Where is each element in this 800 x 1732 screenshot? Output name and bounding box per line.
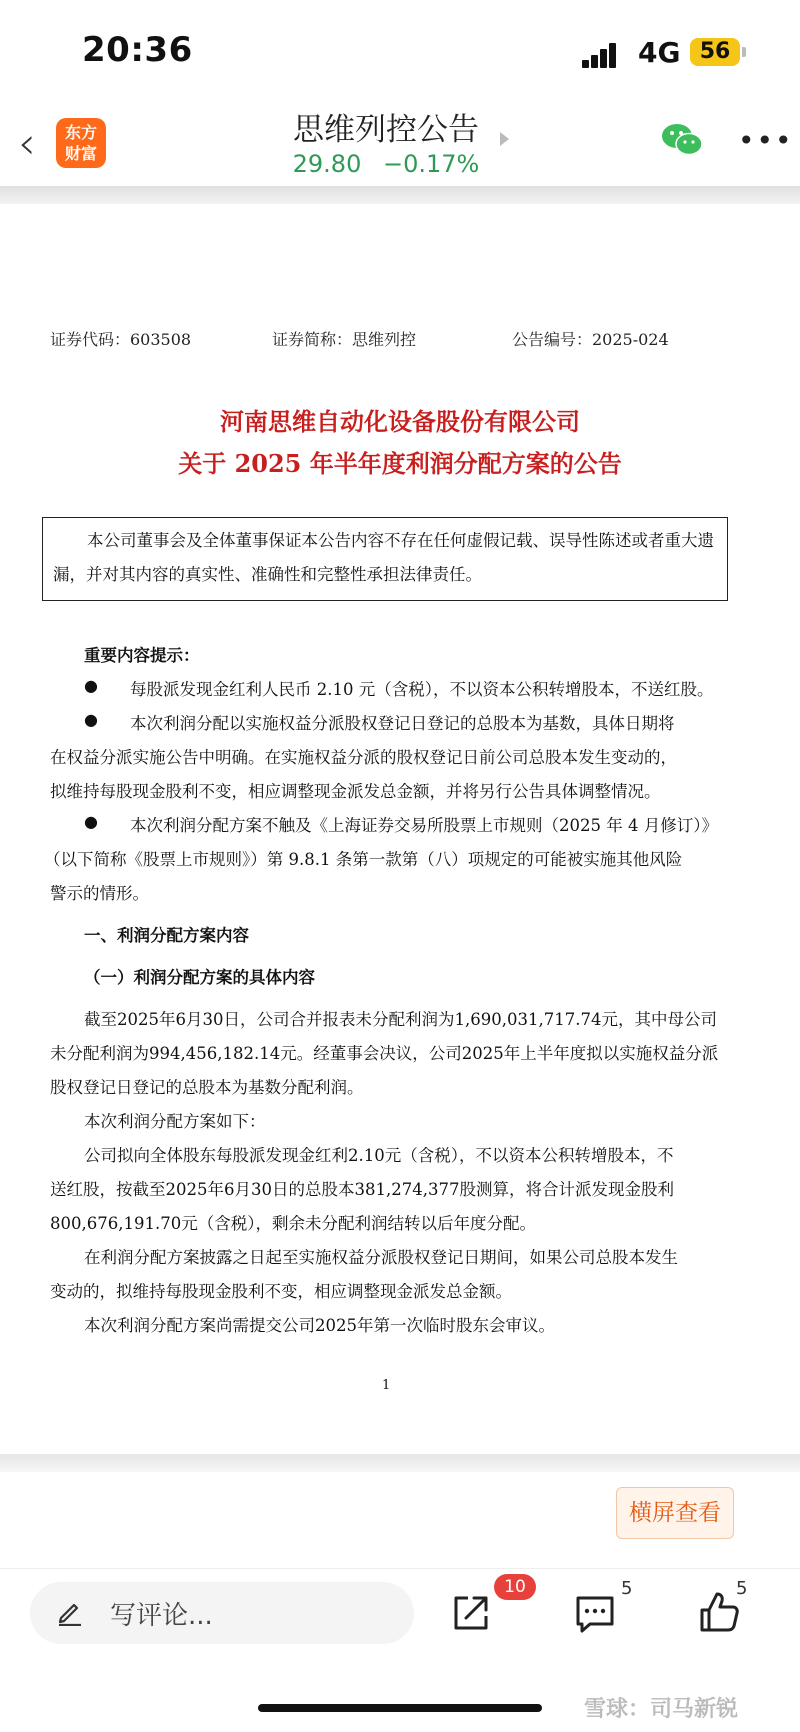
stock-change: −0.17% (383, 150, 480, 178)
status-time: 20:36 (82, 30, 193, 70)
para4-line2: 变动的，拟维持每股现金股利不变，相应调整现金派发总金额。 (50, 1282, 512, 1301)
pen-icon (56, 1598, 84, 1626)
battery-icon: 56 (690, 38, 740, 66)
network-type: 4G (638, 36, 681, 69)
app-logo[interactable] (56, 118, 106, 168)
wechat-icon[interactable] (660, 122, 704, 158)
comment-count: 5 (621, 1578, 633, 1599)
bullet1-text: 每股派发现金红利人民币 2.10 元（含税），不以资本公积转增股本，不送红股。 (130, 680, 714, 699)
bullet-dot: ● (84, 676, 98, 695)
signal-icon (582, 40, 626, 68)
like-count: 5 (736, 1578, 748, 1599)
para4-line1: 在利润分配方案披露之日起至实施权益分派股权登记日期间，如果公司总股本发生 (84, 1248, 678, 1267)
bullet2-line2: 在权益分派实施公告中明确。在实施权益分派的股权登记日前公司总股本发生变动的， (50, 748, 677, 767)
para3-line3: 800,676,191.70元（含税），剩余未分配利润结转以后年度分配。 (50, 1214, 536, 1233)
heading-company: 河南思维自动化设备股份有限公司 (220, 407, 580, 436)
page-title[interactable]: 思维列控公告 (293, 112, 479, 148)
expand-arrow-icon[interactable] (500, 132, 509, 146)
bullet-dot: ● (84, 710, 98, 729)
bullet3-line1: 本次利润分配方案不触及《上海证券交易所股票上市规则（2025 年 4 月修订）》 (130, 816, 718, 835)
share-icon[interactable] (450, 1592, 492, 1634)
heading-title: 关于 2025 年半年度利润分配方案的公告 (178, 449, 622, 478)
content-divider (0, 1454, 800, 1472)
para3-line2: 送红股，按截至2025年6月30日的总股本381,274,377股测算，将合计派发现金股利 (50, 1180, 674, 1199)
home-indicator[interactable] (258, 1704, 542, 1712)
landscape-view-button[interactable]: 横屏查看 (616, 1487, 734, 1539)
logo-line1: 东方 (64, 123, 97, 142)
meta-number: 公告编号：2025-024 (512, 330, 669, 349)
para1-line1: 截至2025年6月30日，公司合并报表未分配利润为1,690,031,717.74元，其中母公司 (84, 1010, 717, 1029)
meta-code: 证券代码：603508 (50, 330, 192, 349)
para1-line2: 未分配利润为994,456,182.14元。经董事会决议，公司2025年上半年度拟以实施权益分派 (50, 1044, 719, 1063)
share-count-badge: 10 (494, 1574, 536, 1600)
section1-heading: 一、利润分配方案内容 (84, 926, 249, 945)
bullet-dot: ● (84, 812, 98, 831)
para2: 本次利润分配方案如下： (84, 1112, 266, 1131)
comment-input[interactable] (30, 1582, 414, 1644)
bullet2-line1: 本次利润分配以实施权益分派股权登记日登记的总股本为基数，具体日期将 (130, 714, 675, 733)
page-number: 1 (382, 1378, 391, 1393)
para5: 本次利润分配方案尚需提交公司2025年第一次临时股东会审议。 (84, 1316, 555, 1335)
meta-abbr: 证券简称：思维列控 (272, 330, 417, 349)
comment-placeholder[interactable]: 写评论... (110, 1601, 213, 1631)
stock-price: 29.80 (292, 150, 362, 178)
stock-price-line (200, 150, 572, 178)
bullet2-line3: 拟维持每股现金股利不变，相应调整现金派发总金额，并将另行公告具体调整情况。 (50, 782, 661, 801)
para3-line1: 公司拟向全体股东每股派发现金红利2.10元（含税），不以资本公积转增股本，不 (84, 1146, 674, 1165)
comment-icon[interactable] (574, 1594, 616, 1634)
bullet3-line2: （以下简称《股票上市规则》）第 9.8.1 条第一款第（八）项规定的可能被实施其他风险 (44, 850, 683, 869)
disclaimer-box: 本公司董事会及全体董事保证本公告内容不存在任何虚假记载、误导性陈述或者重大遗漏，并对其内容的真实性、准确性和完整性承担法律责任。 (42, 517, 728, 601)
key-points-title: 重要内容提示： (84, 646, 200, 665)
thumbs-up-icon[interactable] (698, 1590, 740, 1634)
bullet3-line3: 警示的情形。 (50, 884, 149, 903)
logo-line2: 财富 (64, 144, 97, 163)
subsection1-heading: （一）利润分配方案的具体内容 (84, 968, 315, 987)
more-icon[interactable]: ••• (738, 124, 794, 157)
header-divider (0, 186, 800, 204)
back-icon[interactable]: ‹ (18, 118, 36, 169)
watermark: 雪球：司马新锐 (584, 1697, 739, 1722)
para1-line3: 股权登记日登记的总股本为基数分配利润。 (50, 1078, 364, 1097)
battery-tip (742, 47, 746, 57)
announcement-document (0, 204, 800, 1454)
